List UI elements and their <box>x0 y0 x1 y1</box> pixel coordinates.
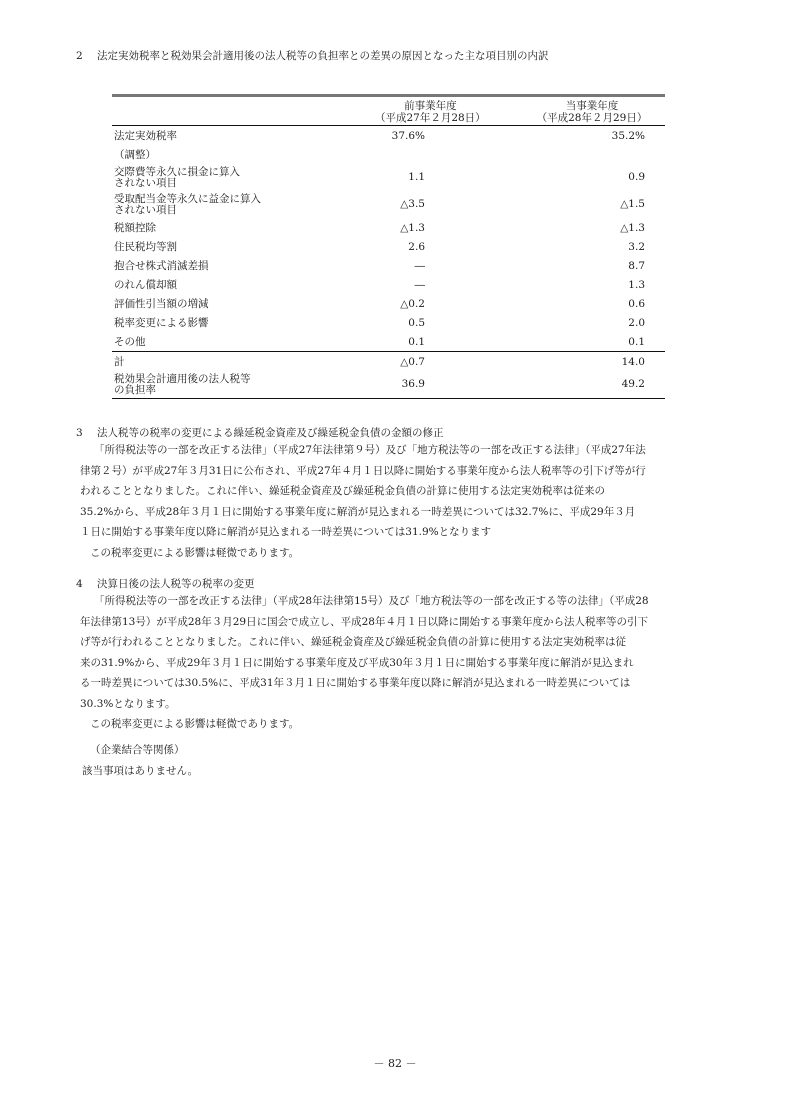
prev-year-value: 2.6 <box>408 240 425 253</box>
table-row <box>112 256 665 275</box>
curr-year-value: △1.3 <box>620 221 645 234</box>
paragraph-line: １日に開始する事業年度以降に解消が見込まれる一時差異については31.9%となります <box>80 526 492 538</box>
paragraph-line: 年法律第13号）が平成28年３月29日に国会で成立し、平成28年４月１日以降に開始する事業年度から法人税率等の引下 <box>80 615 648 628</box>
table-row <box>112 218 665 237</box>
table-row <box>112 164 665 191</box>
section-title: 法定実効税率と税効果会計適用後の法人税等の負担率との差異の原因となった主な項目別の内訳 <box>97 50 549 62</box>
row-label: （調整） <box>114 149 156 161</box>
curr-year-value: 1.3 <box>628 278 645 291</box>
table-row <box>112 275 665 294</box>
table-row <box>112 145 665 164</box>
paragraph-line: げ等が行われることとなりました。これに伴い、繰延税金資産及び繰延税金負債の計算に使用する法定実効税率は従 <box>80 636 626 648</box>
impact-note: この税率変更による影響は軽微であります。 <box>90 546 300 559</box>
prev-year-value: △1.3 <box>400 221 425 234</box>
row-label: 計 <box>114 356 125 368</box>
business-combination-section <box>80 740 720 781</box>
header-curr-year: 当事業年度 （平成28年２月29日） <box>536 100 648 124</box>
curr-year-value: 3.2 <box>628 240 645 253</box>
table-row <box>112 191 665 218</box>
prev-year-value: 36.9 <box>401 378 425 390</box>
section-4-body <box>80 591 720 735</box>
table-row <box>112 294 665 313</box>
row-label: 税効果会計適用後の法人税等 の負担率 <box>114 372 251 396</box>
paragraph-line: 「所得税法等の一部を改正する法律」（平成28年法律第15号）及び「地方税法等の一部を改正する等の法律」（平成28 <box>94 595 649 607</box>
prev-year-value: △0.2 <box>400 297 425 310</box>
paragraph-line: 35.2%から、平成28年３月１日に開始する事業年度に解消が見込まれる一時差異については32.7%に、平成29年３月 <box>80 505 636 518</box>
prev-year-value: ― <box>414 278 425 291</box>
prev-year-value: △3.5 <box>400 198 425 210</box>
section-3-body <box>80 440 720 563</box>
table-row <box>112 313 665 332</box>
curr-year-value: 0.1 <box>628 335 645 348</box>
section-number: 3 <box>76 427 83 439</box>
page-number: － 82 － <box>373 1057 417 1070</box>
row-label: 税額控除 <box>114 222 156 234</box>
row-label: 抱合せ株式消滅差損 <box>114 260 209 272</box>
business-combination-heading: （企業結合等関係） <box>90 744 185 756</box>
row-label: 税率変更による影響 <box>114 317 209 329</box>
section-title: 決算日後の法人税等の税率の変更 <box>97 578 255 590</box>
prev-year-value: ― <box>414 259 425 272</box>
prev-year-value <box>334 145 527 164</box>
table-total-row <box>112 352 665 372</box>
row-label: 評価性引当額の増減 <box>114 298 209 310</box>
row-label: 住民税均等割 <box>114 241 177 253</box>
row-label: のれん償却額 <box>114 279 177 291</box>
section-number: 4 <box>76 578 83 590</box>
prev-year-value: 0.5 <box>408 316 425 329</box>
curr-year-value: 8.7 <box>628 259 645 272</box>
table-header-row <box>112 96 665 126</box>
header-prev-year: 前事業年度 （平成27年２月28日） <box>374 100 486 124</box>
curr-year-value: 35.2% <box>611 129 645 142</box>
paragraph-line: 来の31.9%から、平成29年３月１日に開始する事業年度及び平成30年３月１日に開始する事業年度に解消が見込まれ <box>80 656 634 669</box>
table-row <box>112 126 665 146</box>
section-2-heading <box>76 48 549 63</box>
curr-year-value: 0.9 <box>628 171 645 183</box>
curr-year-value: 49.2 <box>621 378 645 390</box>
curr-year-value <box>527 145 665 164</box>
curr-year-value: 14.0 <box>621 355 645 368</box>
prev-year-value: 37.6% <box>391 129 425 142</box>
row-label: 受取配当金等永久に益金に算入 されない項目 <box>114 192 261 216</box>
paragraph-line: 「所得税法等の一部を改正する法律」（平成27年法律第９号）及び「地方税法等の一部を改正する法律」（平成27年法 <box>94 444 646 456</box>
curr-year-value: △1.5 <box>620 198 645 210</box>
impact-note: この税率変更による影響は軽微であります。 <box>90 718 300 730</box>
row-label: その他 <box>114 336 146 348</box>
section-title: 法人税等の税率の変更による繰延税金資産及び繰延税金負債の金額の修正 <box>97 427 444 439</box>
paragraph-line: 30.3%となります。 <box>80 697 176 710</box>
curr-year-value: 2.0 <box>628 316 645 329</box>
section-number: 2 <box>76 50 83 62</box>
paragraph-line: る一時差異については30.5%に、平成31年３月１日に開始する事業年度以降に解消が見込まれる一時差異については <box>80 677 631 689</box>
prev-year-value: △0.7 <box>400 355 425 368</box>
table-row <box>112 332 665 352</box>
section-3-heading <box>76 425 444 440</box>
row-label: 交際費等永久に損金に算入 されない項目 <box>114 165 240 189</box>
table-total-row <box>112 371 665 399</box>
table-row <box>112 237 665 256</box>
section-4-heading <box>76 576 255 591</box>
header-blank <box>112 96 334 126</box>
tax-rate-reconciliation-table <box>112 94 665 399</box>
curr-year-value: 0.6 <box>628 297 645 310</box>
row-label: 法定実効税率 <box>114 130 177 142</box>
prev-year-value: 0.1 <box>408 335 425 348</box>
paragraph-line: われることとなりました。これに伴い、繰延税金資産及び繰延税金負債の計算に使用する法定実効税率は従来の <box>80 485 605 497</box>
paragraph-line: 律第２号）が平成27年３月31日に公布され、平成27年４月１日以降に開始する事業年度から法人税率等の引下げ等が行 <box>80 464 646 477</box>
business-combination-text: 該当事項はありません。 <box>82 764 199 777</box>
prev-year-value: 1.1 <box>408 171 425 183</box>
